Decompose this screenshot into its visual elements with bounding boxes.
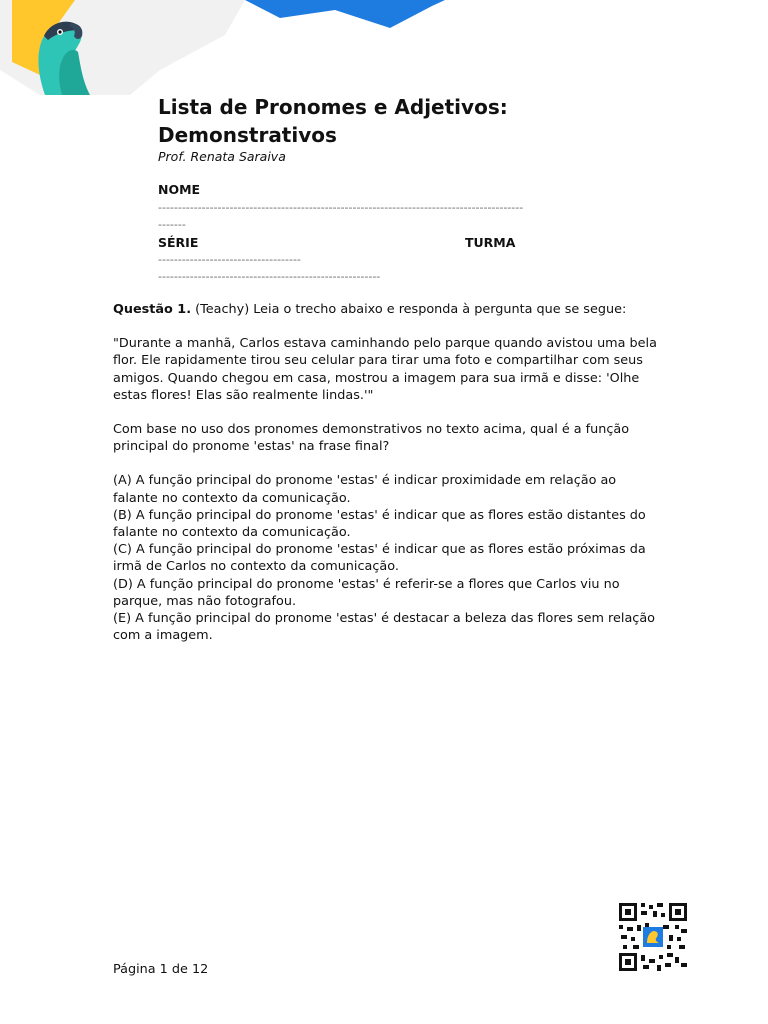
name-line-continuation: ------- xyxy=(158,218,186,231)
option-d: (D) A função principal do pronome 'estas' é referir-se a flores que Carlos viu no parque, mas não fotografou. xyxy=(113,576,620,609)
serie-line: ------------------------------------ xyxy=(158,253,301,266)
question-header xyxy=(113,301,658,318)
name-label: NOME xyxy=(158,182,201,197)
question-intro: (Teachy) Leia o trecho abaixo e responda à pergunta que se segue: xyxy=(191,302,627,317)
question-number: Questão 1. xyxy=(113,302,192,317)
option-c: (C) A função principal do pronome 'estas' é indicar que as flores estão próximas da irmã de Carlos no contexto da comunicação. xyxy=(113,542,646,575)
qr-code-icon[interactable] xyxy=(619,903,687,971)
turma-line: -------------------------------------------------------- xyxy=(158,270,381,283)
author-name: Prof. Renata Saraiva xyxy=(158,149,286,164)
question-passage: "Durante a manhã, Carlos estava caminhando pelo parque quando avistou uma bela flor. Ele rapidamente tirou seu celular para tirar uma foto e compartilhar com seus amigos. Quando chegou em casa, mostrou a imagem para sua irmã e disse: 'Olhe estas flores! Elas são realmente lindas.'" xyxy=(113,336,657,403)
turma-label: TURMA xyxy=(465,235,516,250)
serie-label: SÉRIE xyxy=(158,235,199,250)
question-prompt: Com base no uso dos pronomes demonstrativos no texto acima, qual é a função principal do pronome 'estas' na frase final? xyxy=(113,422,630,455)
blue-shape xyxy=(245,0,445,28)
name-line: -------------------------------------------------------------------------------------------- xyxy=(158,201,524,214)
title-line-2: Demonstrativos xyxy=(158,123,337,147)
document-title xyxy=(158,93,658,149)
question-section xyxy=(113,301,658,644)
option-b: (B) A função principal do pronome 'estas' é indicar que as flores estão distantes do falante no contexto da comunicação. xyxy=(113,507,646,541)
option-a: (A) A função principal do pronome 'estas' é indicar proximidade em relação ao falante no contexto da comunicação. xyxy=(113,473,617,506)
options-list xyxy=(113,472,658,644)
title-line-1: Lista de Pronomes e Adjetivos: xyxy=(158,95,508,119)
document-header xyxy=(158,93,658,165)
option-e: (E) A função principal do pronome 'estas' é destacar a beleza das flores sem relação com a imagem. xyxy=(113,611,655,644)
page-number: Página 1 de 12 xyxy=(113,962,209,977)
